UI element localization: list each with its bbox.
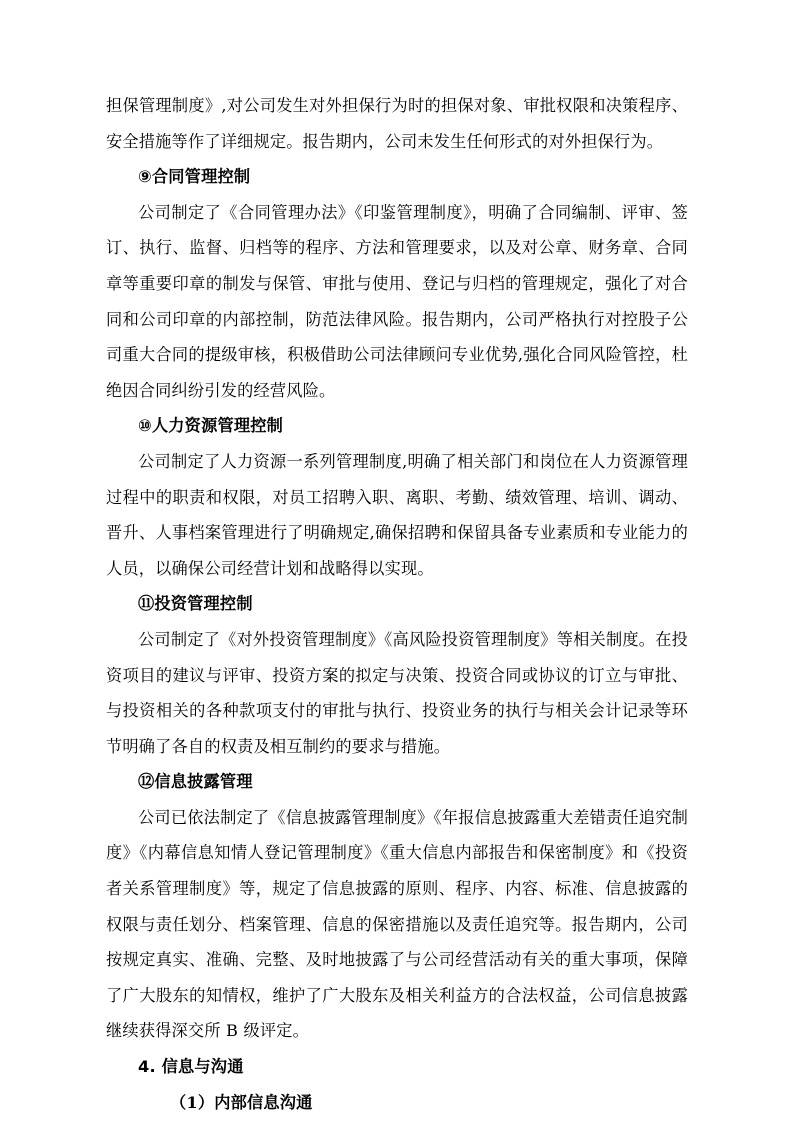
heading-section-information-and-communication: 4. 信息与沟通 <box>138 1057 244 1077</box>
paragraph-contract-control: 公司制定了《合同管理办法》《印鉴管理制度》，明确了合同编制、评审、签订、执行、监督、归档等的程序、方法和管理要求，以及对公章、财务章、合同章等重要印章的制发与保管、审批与使用、登记与归档的管理规定，强化了对合同和公司印章的内部控制，防范法律风险。报告期内，公司严格执行对控股子公司重大合同的提级审核，积极借助公司法律顾问专业优势,强化合同风险管控，杜绝因合同纠纷引发的经营风险。 <box>106 202 688 400</box>
heading-investment-control: ⑪投资管理控制 <box>138 594 253 614</box>
heading-information-disclosure: ⑫信息披露管理 <box>138 772 253 792</box>
heading-contract-control: ⑨合同管理控制 <box>138 167 251 187</box>
heading-subsection-internal-communication: （1）内部信息沟通 <box>170 1092 313 1112</box>
paragraph-guarantee-continued: 担保管理制度》,对公司发生对外担保行为时的担保对象、审批权限和决策程序、安全措施等作了详细规定。报告期内，公司未发生任何形式的对外担保行为。 <box>106 96 688 151</box>
paragraph-hr-control: 公司制定了人力资源一系列管理制度,明确了相关部门和岗位在人力资源管理过程中的职责和权限，对员工招聘入职、离职、考勤、绩效管理、培训、调动、晋升、人事档案管理进行了明确规定,确保招聘和保留具备专业素质和专业能力的人员，以确保公司经营计划和战略得以实现。 <box>106 451 688 578</box>
paragraph-information-disclosure: 公司已依法制定了《信息披露管理制度》《年报信息披露重大差错责任追究制度》《内幕信息知情人登记管理制度》《重大信息内部报告和保密制度》和《投资者关系管理制度》等，规定了信息披露的原则、程序、内容、标准、信息披露的权限与责任划分、档案管理、信息的保密措施以及责任追究等。报告期内，公司按规定真实、准确、完整、及时地披露了与公司经营活动有关的重大事项，保障了广大股东的知情权，维护了广大股东及相关利益方的合法权益，公司信息披露继续获得深交所 B 级评定。 <box>106 807 688 1041</box>
heading-hr-control: ⑩人力资源管理控制 <box>138 416 284 436</box>
paragraph-investment-control: 公司制定了《对外投资管理制度》《高风险投资管理制度》等相关制度。在投资项目的建议与评审、投资方案的拟定与决策、投资合同或协议的订立与审批、与投资相关的各种款项支付的审批与执行、投资业务的执行与相关会计记录等环节明确了各自的权责及相互制约的要求与措施。 <box>106 629 688 756</box>
document-body <box>106 88 688 1120</box>
